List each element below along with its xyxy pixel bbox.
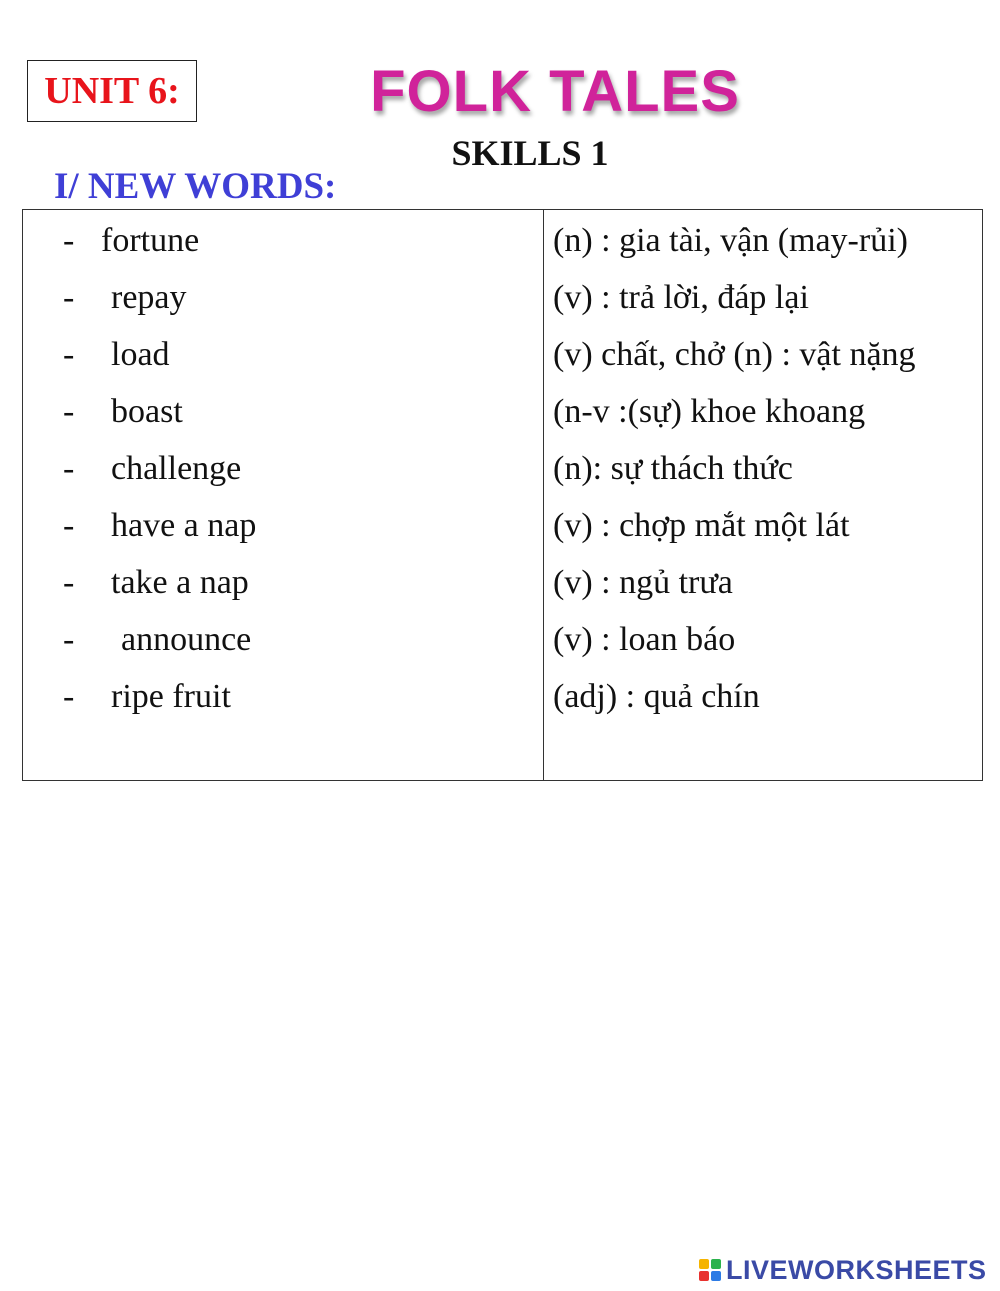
bullet-dash: - bbox=[63, 393, 75, 430]
vocab-meaning: (n): sự thách thức bbox=[553, 450, 793, 487]
logo-text: LIVEWORKSHEETS bbox=[726, 1254, 987, 1285]
vocab-word: challenge bbox=[111, 450, 242, 487]
bullet-dash: - bbox=[63, 678, 75, 715]
vocab-word-row bbox=[63, 450, 241, 488]
page-subtitle: SKILLS 1 bbox=[451, 133, 609, 173]
page-title: FOLK TALES bbox=[370, 59, 740, 124]
unit-label: UNIT 6: bbox=[44, 70, 180, 112]
bullet-dash: - bbox=[63, 621, 75, 658]
vocab-word-row bbox=[63, 678, 231, 716]
vocab-word-row bbox=[63, 393, 183, 431]
vocab-meaning: (adj) : quả chín bbox=[553, 678, 760, 715]
vocab-meaning: (v) : trả lời, đáp lại bbox=[553, 279, 809, 316]
bullet-dash: - bbox=[63, 279, 75, 316]
vocab-word-row bbox=[63, 222, 199, 260]
vocab-word: fortune bbox=[101, 222, 200, 259]
vocab-meaning: (v) : ngủ trưa bbox=[553, 564, 733, 601]
vocab-word: repay bbox=[111, 279, 187, 316]
vocab-meaning: (n) : gia tài, vận (may-rủi) bbox=[553, 222, 908, 259]
bullet-dash: - bbox=[63, 507, 75, 544]
vocab-word-row bbox=[63, 507, 256, 545]
vocab-word-row bbox=[63, 621, 251, 659]
vocab-word-row bbox=[63, 279, 187, 317]
vocab-word: boast bbox=[111, 393, 183, 430]
vocab-word-row bbox=[63, 336, 170, 374]
vocabulary-table bbox=[22, 209, 983, 781]
vocab-word: have a nap bbox=[111, 507, 257, 544]
vocab-word-row bbox=[63, 564, 249, 602]
unit-label-box bbox=[27, 60, 197, 122]
liveworksheets-logo-icon bbox=[698, 1258, 722, 1282]
vocab-word: take a nap bbox=[111, 564, 249, 601]
section-heading: I/ NEW WORDS: bbox=[54, 166, 337, 207]
vocab-meaning: (v) chất, chở (n) : vật nặng bbox=[553, 336, 916, 373]
bullet-dash: - bbox=[63, 450, 75, 487]
bullet-dash: - bbox=[63, 336, 75, 373]
vocab-word: load bbox=[111, 336, 170, 373]
liveworksheets-logo bbox=[698, 1255, 987, 1285]
column-divider bbox=[543, 210, 544, 780]
vocab-meaning: (v) : chợp mắt một lát bbox=[553, 507, 850, 544]
bullet-dash: - bbox=[63, 564, 75, 601]
vocab-word: announce bbox=[121, 621, 252, 658]
vocab-meaning: (n-v :(sự) khoe khoang bbox=[553, 393, 866, 430]
vocab-meaning: (v) : loan báo bbox=[553, 621, 736, 658]
vocab-word: ripe fruit bbox=[111, 678, 231, 715]
bullet-dash: - bbox=[63, 222, 75, 259]
